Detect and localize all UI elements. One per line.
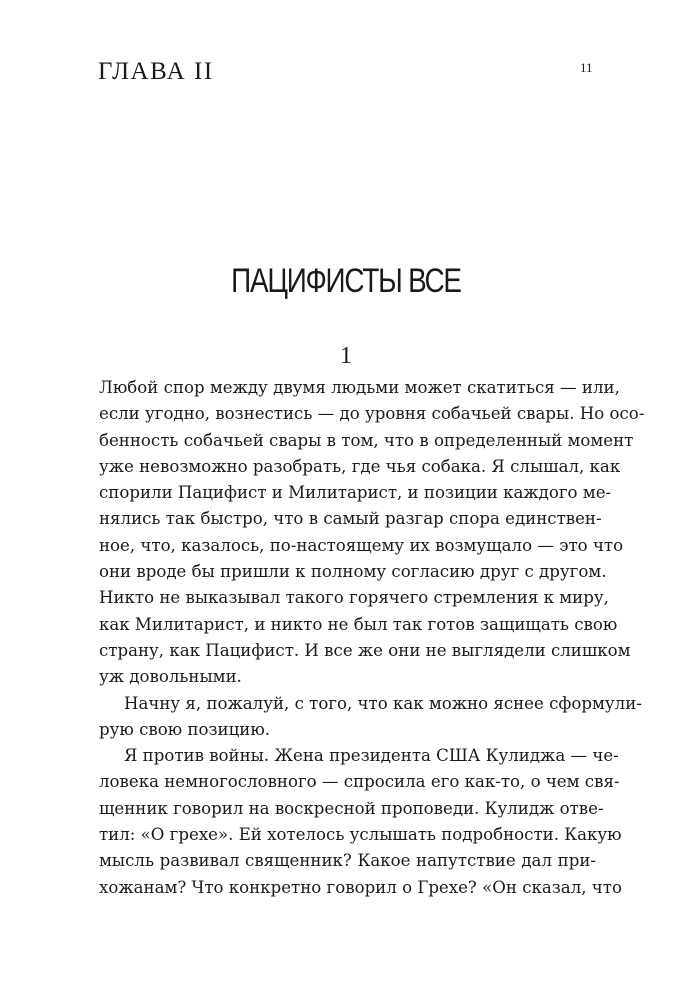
text-line: тил: «О грехе». Ей хотелось услышать подробности. Какую	[99, 825, 622, 845]
text-line: бенность собачьей свары в том, что в определенный момент	[99, 430, 634, 450]
text-line: спорили Пацифист и Милитарист, и позиции каждого ме-	[99, 483, 612, 503]
text-line: мысль развивал священник? Какое напутствие дал при-	[99, 851, 596, 871]
running-head-chapter: ГЛАВА II	[98, 58, 214, 85]
chapter-title: ПАЦИФИСТЫ ВСЕ	[231, 262, 461, 300]
body-text	[99, 375, 645, 901]
text-line: рую свою позицию.	[99, 719, 271, 739]
text-line: они вроде бы пришли к полному согласию друг с другом.	[99, 562, 607, 582]
section-number: 1	[340, 343, 352, 369]
text-line: щенник говорил на воскресной проповеди. Кулидж отве-	[99, 798, 604, 818]
text-line: если угодно, вознестись — до уровня собачьей свары. Но осо-	[99, 404, 645, 424]
text-line: как Милитарист, и никто не был так готов защищать свою	[99, 614, 618, 634]
text-line: нялись так быстро, что в самый разгар спора единствен-	[99, 509, 602, 529]
text-line: страну, как Пацифист. И все же они не выглядели слишком	[99, 640, 631, 660]
text-line: хожанам? Что конкретно говорил о Грехе? «Он сказал, что	[99, 877, 622, 897]
text-line: Начну я, пожалуй, с того, что как можно яснее сформули-	[124, 693, 642, 713]
page-number: 11	[580, 60, 593, 75]
text-line: уже невозможно разобрать, где чья собака. Я слышал, как	[99, 456, 621, 476]
text-line: уж довольными.	[99, 667, 242, 687]
text-line: Я против войны. Жена президента США Кулиджа — че-	[124, 746, 619, 766]
text-line: ловека немногословного — спросила его как-то, о чем свя-	[99, 772, 620, 792]
text-line: ное, что, казалось, по-настоящему их возмущало — это что	[99, 535, 624, 555]
text-line: Никто не выказывал такого горячего стремления к миру,	[99, 588, 609, 608]
text-line: Любой спор между двумя людьми может скатиться — или,	[99, 378, 620, 397]
